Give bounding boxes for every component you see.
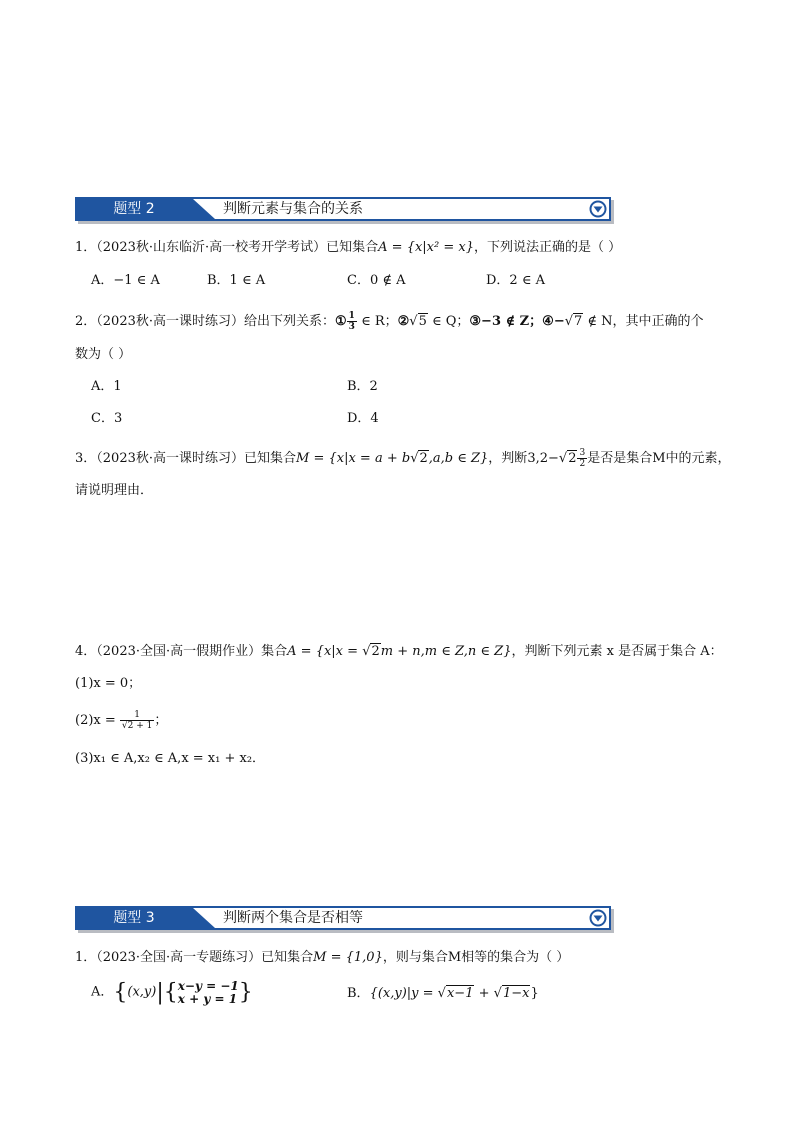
sqrt-5: 5 [418, 314, 427, 329]
relation-1-expr: ∈ R； [356, 314, 398, 329]
question-2-4-stem: 4．（2023·全国·高一假期作业）集合A = {x|x = √2m + n,m ∈ Z,n ∈ Z}，判断下列元素 x 是否属于集合 A： [75, 644, 723, 659]
point-xy: (x,y) [127, 984, 157, 1000]
section-tag: 题型 2 [75, 197, 193, 221]
option-b[interactable]: B．1 ∈ A [207, 273, 266, 288]
option-c[interactable]: C．3 [91, 411, 123, 426]
sub-question-3: (3)x₁ ∈ A,x₂ ∈ A,x = x₁ + x₂． [75, 751, 266, 766]
question-number: 1． [75, 950, 97, 965]
sub-question-1: (1)x = 0； [75, 676, 142, 691]
fraction-one-third: $\frac{1}{3}$ [348, 311, 355, 332]
question-2-1-stem [75, 240, 621, 256]
question-number: 4． [75, 644, 97, 659]
question-text: 集合 [261, 644, 288, 659]
question-source: （2023秋·高一课时练习） [96, 314, 244, 329]
math-set: A = {x|x² = x} [378, 240, 474, 255]
math-value: 3,2− [527, 451, 559, 466]
question-2-3-stem: 3．（2023秋·高一课时练习）已知集合M = {x|x = a + b√2,a,b ∈ Z}，判断3,2−√2 $\frac{3}{2}$ 是否是集合M中的元素， [75, 448, 731, 469]
question-text: 已知集合 [261, 950, 314, 965]
option-b[interactable]: B．2 [347, 379, 378, 394]
sqrt-1-minus-x: 1−x [502, 986, 530, 1001]
option-a[interactable]: A．−1 ∈ A [91, 273, 160, 288]
chevron-down-circle-icon[interactable] [589, 200, 607, 218]
fraction: $\frac{1}{√2 + 1}$ [121, 710, 153, 731]
question-2-3-line2: 请说明理由． [75, 483, 154, 498]
question-text: 已知集合 [244, 451, 297, 466]
option-label: A． [91, 984, 114, 1000]
sqrt-2: 2 [371, 644, 380, 659]
sub-question-2 [75, 710, 167, 731]
relation-2: ② [397, 314, 410, 329]
set-pre: {(x,y)|y = [369, 986, 438, 1001]
bar-brace: |{ [156, 980, 178, 1005]
question-number: 3． [75, 451, 97, 466]
question-2-2-stem: 2．（2023秋·高一课时练习）给出下列关系：① $\frac{1}{3}$ ∈ R；②√5 ∈ Q；③−3 ∉ Z；④−√7 ∉ N，其中正确的个 [75, 311, 704, 332]
relation-4-expr: ∉ N，其中正确的个 [583, 314, 704, 329]
option-a[interactable]: A．1 [91, 379, 122, 394]
option-b[interactable]: B．{(x,y)|y = √x−1 + √1−x} [347, 986, 539, 1001]
section-header-type-3 [75, 906, 614, 932]
math-set-a: A = {x|x = [287, 644, 363, 659]
question-number: 1． [75, 240, 97, 255]
option-label: B． [347, 986, 370, 1001]
relation-3: ③−3 ∉ Z； [469, 314, 543, 329]
question-source: （2023秋·高一课时练习） [96, 451, 244, 466]
option-a[interactable] [91, 979, 253, 1007]
section-tag: 题型 3 [75, 906, 193, 930]
math-set: M = {1,0} [313, 950, 383, 965]
question-text: ，判断 [488, 451, 528, 466]
sqrt-x-minus-1: x−1 [446, 986, 474, 1001]
math-set-b: m + n,m ∈ Z,n ∈ Z} [380, 644, 512, 659]
question-2-2-line2: 数为（ ） [75, 347, 132, 362]
question-text: 是否是集合M中的元素， [587, 451, 731, 466]
question-text: ，下列说法正确的是（ ） [474, 240, 622, 255]
section-title: 判断两个集合是否相等 [223, 910, 363, 926]
sub-question-2-pre: (2)x = [75, 713, 120, 728]
question-source: （2023秋·山东临沂·高一校考开学考试） [96, 240, 327, 255]
chevron-down-circle-icon[interactable] [589, 909, 607, 927]
exponent-fraction: $\frac{3}{2}$ [579, 448, 586, 469]
relation-2-expr: ∈ Q； [427, 314, 470, 329]
math-set-a: M = {x|x = a + b [296, 451, 411, 466]
section-header-type-2 [75, 197, 614, 223]
option-c[interactable]: C．0 ∉ A [347, 273, 406, 288]
sqrt-2: 2 [568, 451, 577, 466]
option-d[interactable]: D．4 [347, 411, 379, 426]
question-text: ，判断下列元素 x 是否属于集合 A： [511, 644, 723, 659]
sqrt-2: 2 [419, 451, 428, 466]
question-source: （2023·全国·高一专题练习） [96, 950, 262, 965]
option-d[interactable]: D．2 ∈ A [486, 273, 545, 288]
left-brace: { [113, 980, 128, 1005]
question-3-1-stem [75, 950, 569, 966]
section-title: 判断元素与集合的关系 [223, 201, 363, 217]
question-number: 2． [75, 314, 97, 329]
question-text: 已知集合 [326, 240, 379, 255]
plus: + [474, 986, 494, 1001]
set-post: } [530, 986, 539, 1001]
sub-question-2-post: ； [154, 713, 168, 728]
relation-4: ④− [542, 314, 565, 329]
equation-system: x−y = −1 x + y = 1 [177, 978, 239, 1006]
question-source: （2023·全国·高一假期作业） [96, 644, 262, 659]
sqrt-7: 7 [574, 314, 583, 329]
math-set-b: ,a,b ∈ Z} [428, 451, 489, 466]
question-text: ，则与集合M相等的集合为（ ） [382, 950, 570, 965]
right-brace: } [238, 980, 253, 1005]
relation-1: ① [335, 314, 347, 329]
question-text: 给出下列关系： [244, 314, 336, 329]
